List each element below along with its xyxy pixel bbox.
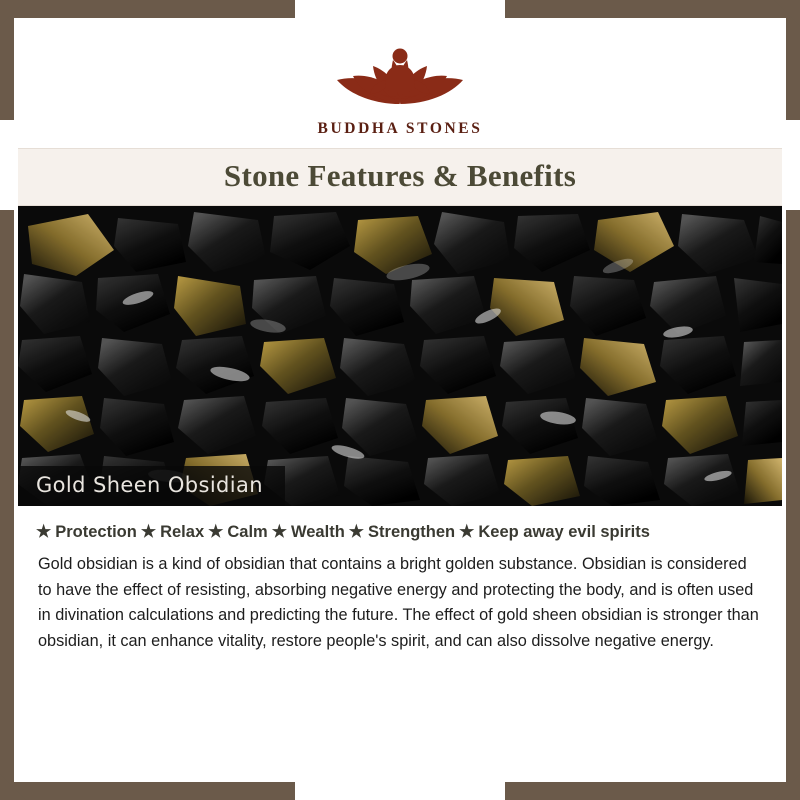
- obsidian-stones-photo: [18, 206, 782, 506]
- benefit-label: Wealth: [290, 522, 345, 541]
- benefit-item: [345, 522, 455, 542]
- benefit-label: Relax: [160, 522, 205, 541]
- benefit-item: [455, 522, 650, 542]
- page-title: Stone Features & Benefits: [223, 158, 577, 193]
- benefit-label: Strengthen: [368, 522, 456, 541]
- description-text: Gold obsidian is a kind of obsidian that contains a bright golden substance. Obsidian is considered to have the effect of resisting, absorbing negative energy and protecting the body, and is often used in divination calculations and predicting the future. The effect of gold sheen obsidian is stronger than obsidian, it can enhance vitality, restore people's spirit, and can also dissolve negative energy.: [38, 555, 759, 651]
- benefit-item: [204, 522, 268, 542]
- benefit-item: [36, 522, 137, 542]
- benefit-label: Protection: [55, 522, 137, 541]
- bottom-frame-notch: [295, 782, 505, 800]
- benefits-list: [18, 506, 782, 544]
- star-icon: ★: [271, 522, 287, 541]
- star-icon: ★: [36, 522, 52, 541]
- card-content: [18, 18, 782, 782]
- top-frame-notch: [295, 0, 505, 18]
- brand-name: BUDDHA STONES: [317, 120, 483, 137]
- benefit-item: [268, 522, 345, 542]
- left-frame-stroke: [0, 0, 14, 800]
- star-icon: ★: [348, 522, 365, 541]
- top-frame-band: [0, 0, 800, 18]
- benefit-item: [137, 522, 204, 542]
- benefit-label: Keep away evil spirits: [478, 522, 650, 541]
- star-icon: ★: [208, 522, 224, 541]
- lotus-meditation-icon: [315, 32, 485, 116]
- star-icon: ★: [140, 522, 157, 541]
- hero-image: [18, 206, 782, 506]
- right-frame-stroke: [786, 0, 800, 800]
- section-title-band: [18, 148, 782, 206]
- bottom-frame-band: [0, 782, 800, 800]
- stones-illustration: [18, 206, 782, 506]
- hero-caption: Gold Sheen Obsidian: [18, 466, 285, 506]
- star-icon: ★: [459, 522, 475, 541]
- benefit-label: Calm: [227, 522, 268, 541]
- brand-header: [18, 18, 782, 138]
